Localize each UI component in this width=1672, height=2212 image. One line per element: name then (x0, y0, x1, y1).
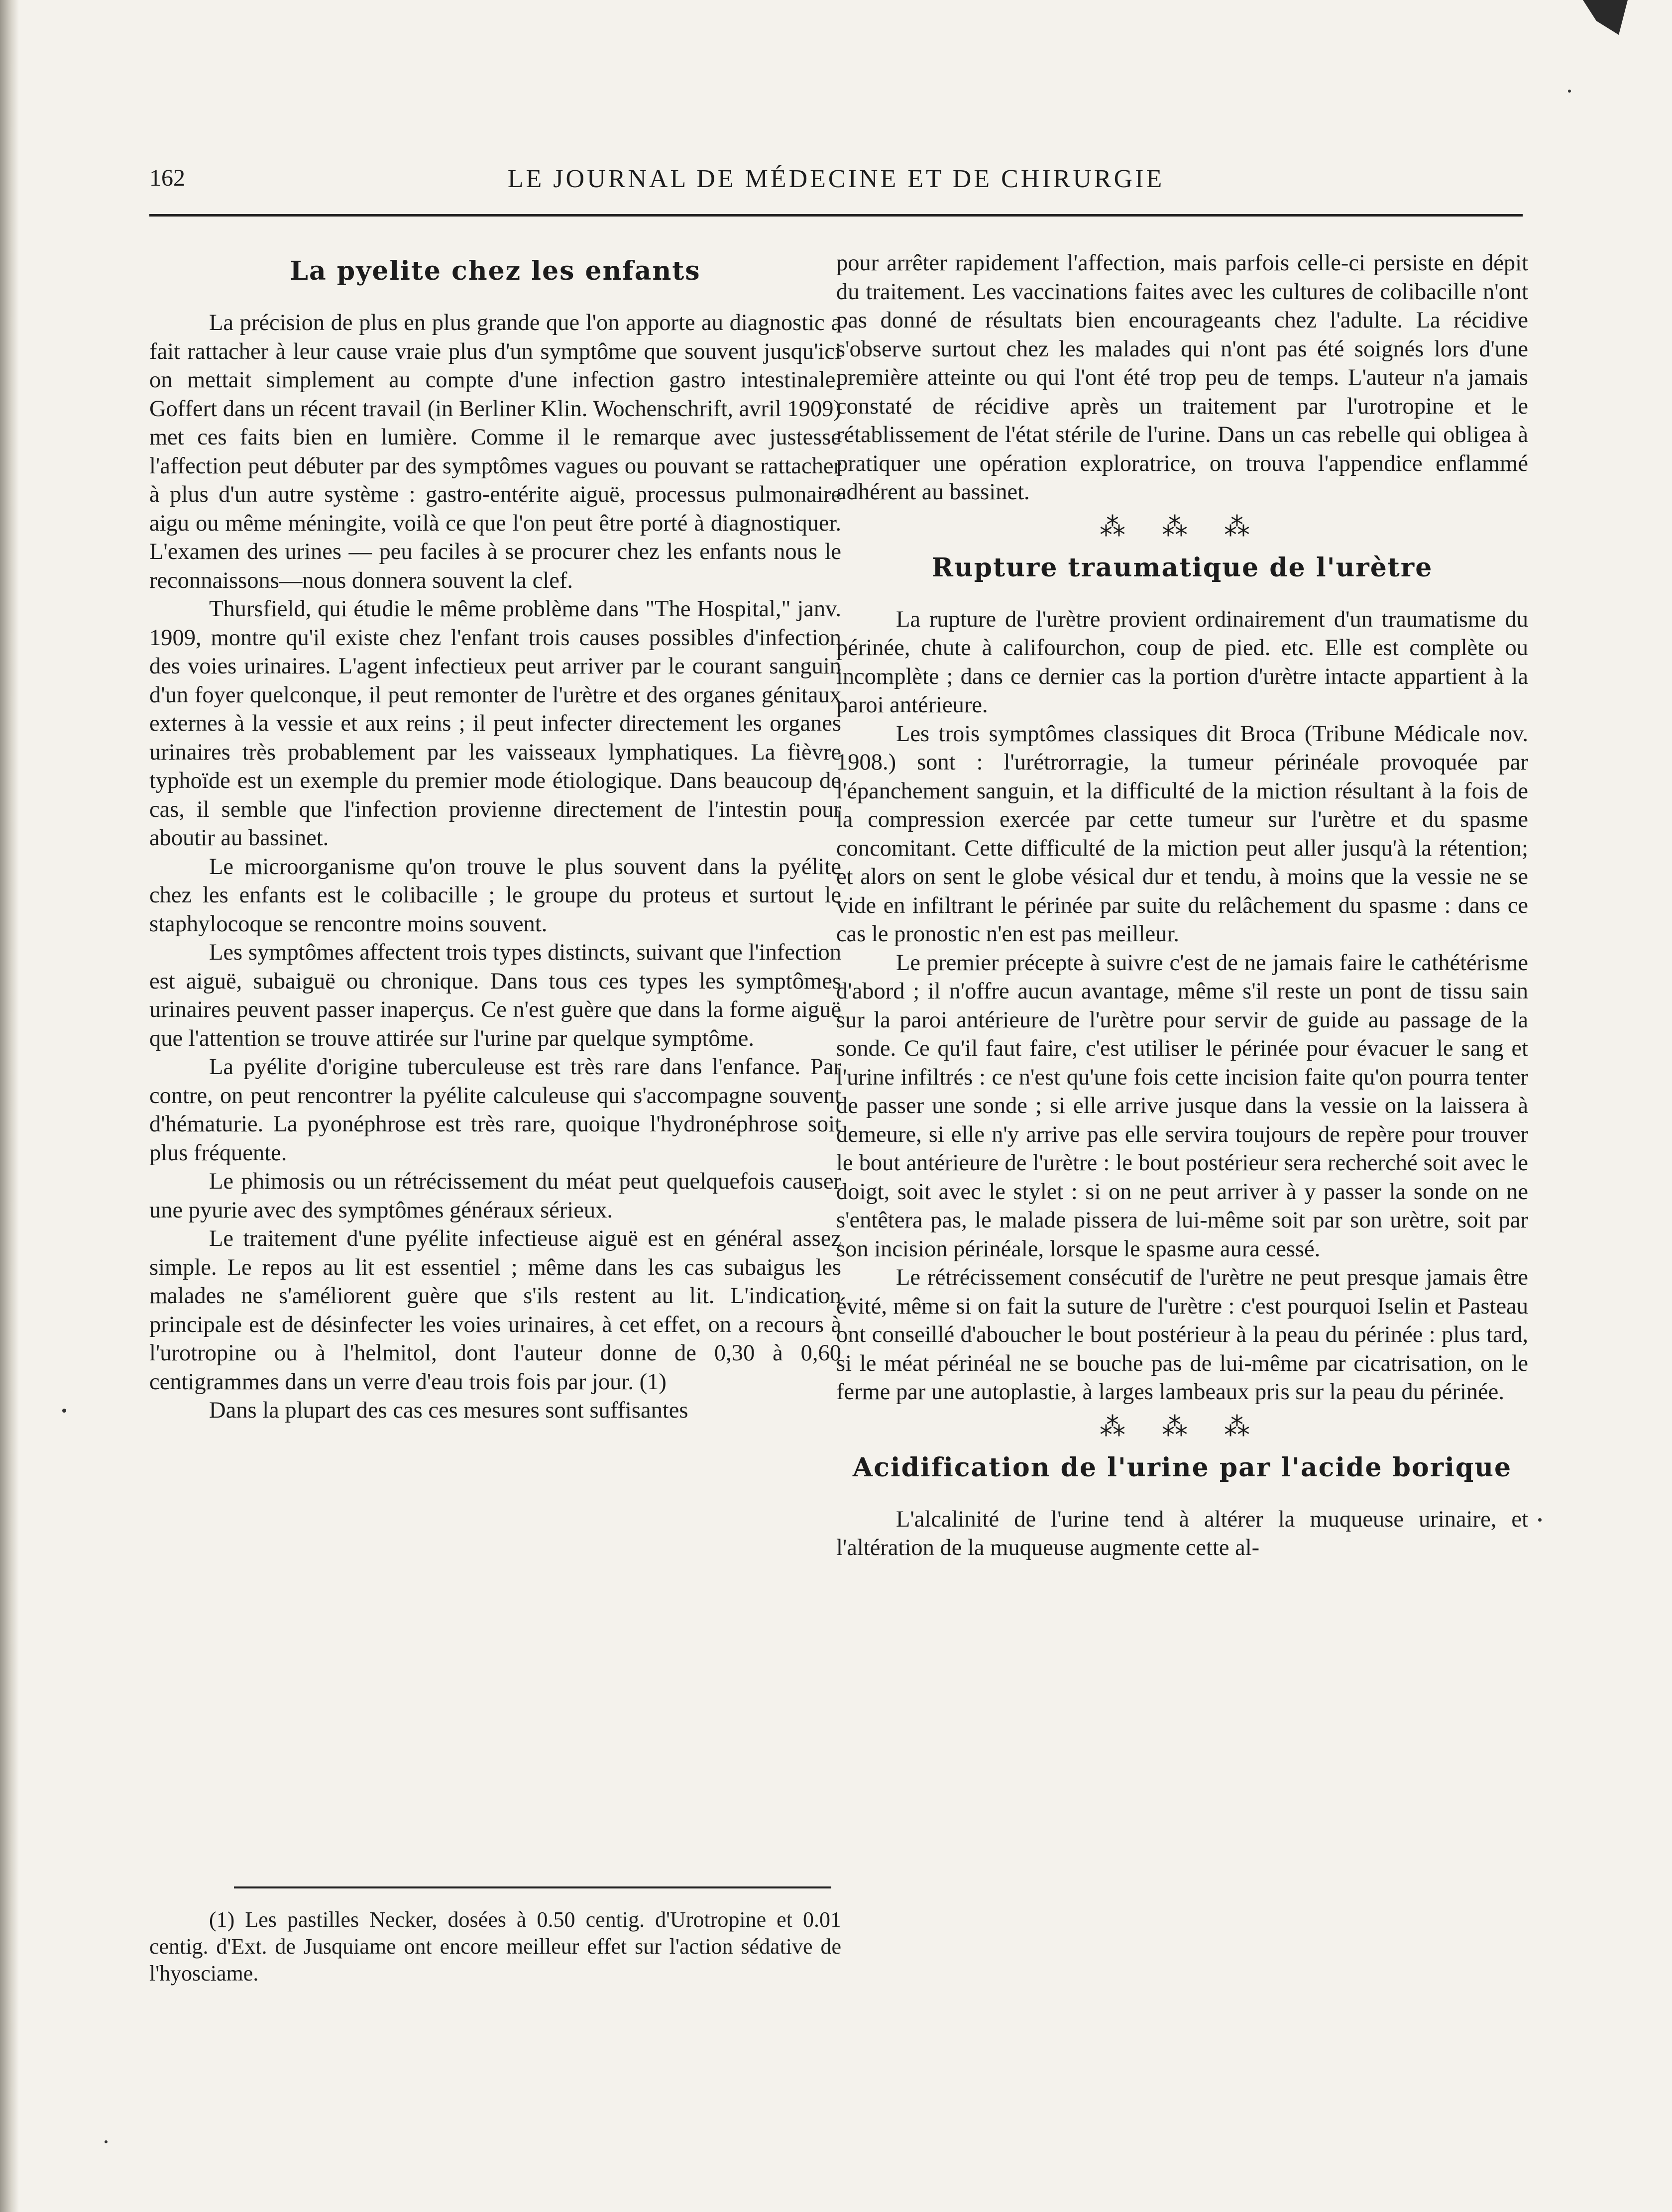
paragraph: La précision de plus en plus grande que l'on apporte au diagnostic a fait rattacher à leur cause vraie plus d'un symptôme que souvent jusqu'ici on mettait simplement au compte d'une infection gastro intestinale. Goffert dans un récent travail (in Berliner Klin. Wochenschrift, avril 1909) met ces faits bien en lumière. Comme il le remarque avec justesse l'affection peut débuter par des symptômes vagues ou pouvant se rattacher à plus d'un autre système : gastro-entérite aiguë, processus pulmonaire aigu ou même méningite, voilà ce que l'on peut être porté à diagnostiquer. L'examen des urines — peu faciles à se procurer chez les enfants nous le reconnaissons—nous donnera souvent la clef. (149, 310, 841, 593)
paragraph: La rupture de l'urètre provient ordinairement d'un traumatisme du périnée, chute à califourchon, coup de pied. etc. Elle est complète ou incomplète ; dans ce dernier cas la portion d'urètre intacte appartient à la paroi antérieure. (836, 606, 1528, 718)
page-number: 162 (149, 165, 185, 191)
paragraph: Les symptômes affectent trois types distincts, suivant que l'infection est aiguë, subaiguë ou chronique. Dans tous ces types les symptômes urinaires peuvent passer inaperçus. Ce n'est guère que dans la forme aiguë que l'attention se trouve attirée sur l'urine par quelque symptôme. (149, 940, 841, 1051)
paragraph: La pyélite d'origine tuberculeuse est très rare dans l'enfance. Par contre, on peut rencontrer la pyélite calculeuse qui s'accompagne souvent d'hématurie. La pyonéphrose est très rare, quoique l'hydronéphrose soit plus fréquente. (149, 1054, 841, 1166)
header-rule (149, 214, 1523, 217)
paragraph-continued: pour arrêter rapidement l'affection, mais parfois celle-ci persiste en dépit du traitement. Les vaccinations faites avec les cultures de colibacille n'ont pas donné de résultats bien encourageants chez l'adulte. La récidive s'observe surtout chez les malades qui n'ont pas été soignés lors d'une première atteinte ou qui l'ont été trop peu de temps. L'auteur n'a jamais constaté de récidive après un traitement par l'urotropine et le rétablissement de l'état stérile de l'urine. Dans un cas rebelle qui obligea à pratiquer une opération exploratrice, on trouva l'appendice enflammé adhérent au bassinet. (836, 250, 1528, 505)
right-column (836, 249, 1528, 1562)
scan-edge-shadow (0, 0, 19, 2212)
paragraph: Le traitement d'une pyélite infectieuse aiguë est en général assez simple. Le repos au lit est essentiel ; même dans les cas subaigus les malades ne s'améliorent guère que s'ils restent au lit. L'indication principale est de désinfecter les voies urinaires, à cet effet, on a recours à l'urotropine ou à l'helmitol, dont l'auteur donne de 0,30 à 0,60 centigrammes dans un verre d'eau trois fois par jour. (1) (149, 1226, 841, 1395)
paragraph: L'alcalinité de l'urine tend à altérer la muqueuse urinaire, et l'altération de la muqueuse augmente cette al- (836, 1506, 1528, 1560)
paragraph: Thursfield, qui étudie le même problème dans "The Hospital," janv. 1909, montre qu'il existe chez l'enfant trois causes possibles d'infection des voies urinaires. L'agent infectieux peut arriver par le courant sanguin d'un foyer quelconque, il peut remonter de l'urètre et des organes génitaux externes à la vessie et aux reins ; il peut infecter directement les organes urinaires très probablement par les vaisseaux lymphatiques. La fièvre typhoïde est un exemple du premier mode étiologique. Dans beaucoup de cas, il semble que l'infection provienne directement de l'intestin pour aboutir au bassinet. (149, 596, 841, 851)
scan-speck (62, 1409, 66, 1413)
article-heading-pyelite: La pyelite chez les enfants (290, 256, 701, 286)
section-separator: ⁂ ⁂ ⁂ (1100, 1413, 1265, 1441)
scan-speck (1538, 1518, 1542, 1522)
article-heading-acidification: Acidification de l'urine par l'acide borique (852, 1452, 1512, 1483)
article-heading-rupture: Rupture traumatique de l'urètre (931, 552, 1433, 583)
scan-corner-mark (1583, 0, 1628, 35)
footnote-rule (234, 1886, 831, 1888)
footnote: (1) Les pastilles Necker, dosées à 0.50 centig. d'Urotropine et 0.01 centig. d'Ext. de Jusquiame ont encore meilleur effet sur l'action sédative de l'hyosciame. (149, 1907, 841, 1986)
paragraph: Le phimosis ou un rétrécissement du méat peut quelquefois causer une pyurie avec des symptômes généraux sérieux. (149, 1169, 841, 1223)
running-title: LE JOURNAL DE MÉDECINE ET DE CHIRURGIE (507, 165, 1165, 193)
page-header (149, 164, 1523, 204)
section-separator: ⁂ ⁂ ⁂ (1100, 513, 1265, 542)
paragraph: Les trois symptômes classiques dit Broca (Tribune Médicale nov. 1908.) sont : l'urétrorragie, la tumeur périnéale provoquée par l'épanchement sanguin, et la difficulté de la miction résultant à la fois de la compression exercée par cette tumeur sur l'urètre et du spasme concomitant. Cette difficulté de la miction peut aller jusqu'à la rétention; et alors on sent le globe vésical dur et tendu, à moins que la vessie ne se vide en infiltrant le périnée par suite du relâchement du spasme : dans ce cas le pronostic n'en est pas meilleur. (836, 721, 1528, 947)
scan-speck (105, 2140, 108, 2143)
paragraph: Le premier précepte à suivre c'est de ne jamais faire le cathétérisme d'abord ; il n'offre aucun avantage, même s'il reste un pont de tissu sain sur la paroi antérieure de l'urètre pour servir de guide au passage de la sonde. Ce qu'il faut faire, c'est utiliser le périnée pour évacuer le sang et l'urine infiltrés : ce n'est qu'une fois cette incision faite qu'on pourra tenter de passer une sonde ; si elle arrive jusque dans la vessie on la laissera à demeure, si elle n'y arrive pas elle servira toujours de repère pour trouver le bout antérieure de l'urètre : le bout postérieur sera recherché soit avec le doigt, soit avec le stylet : si on ne peut arriver à y passer la sonde on ne s'entêtera pas, le malade pissera de lui-même soit par son urètre, soit par son incision périnéale, lorsque le spasme aura cessé. (836, 950, 1528, 1262)
paragraph: Le microorganisme qu'on trouve le plus souvent dans la pyélite chez les enfants est le colibacille ; le groupe du proteus et surtout le staphylocoque se rencontre moins souvent. (149, 854, 841, 937)
paragraph: Dans la plupart des cas ces mesures sont suffisantes (209, 1398, 688, 1423)
left-column (149, 249, 841, 1425)
paragraph: Le rétrécissement consécutif de l'urètre ne peut presque jamais être évité, même si on fait la suture de l'urètre : c'est pourquoi Iselin et Pasteau ont conseillé d'aboucher le bout postérieur à la peau du périnée : plus tard, si le méat périnéal ne se bouche pas de lui-même par cicatrisation, on le ferme par une autoplastie, à larges lambeaux pris sur la peau du périnée. (836, 1265, 1528, 1405)
scan-speck (1568, 90, 1571, 93)
